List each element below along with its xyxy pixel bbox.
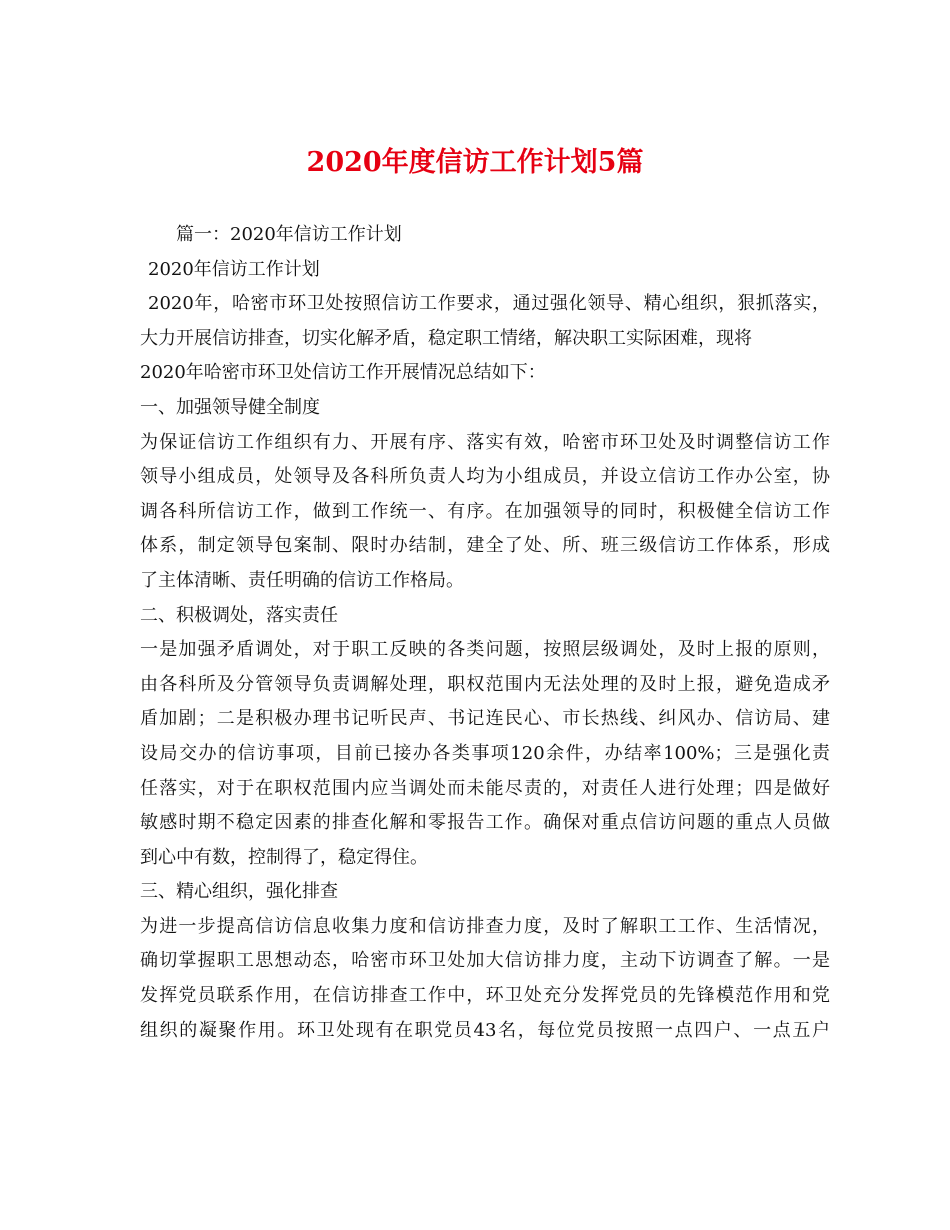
body-line: 领导小组成员，处领导及各科所负责人均为小组成员，并设立信访工作办公室，协 — [140, 466, 830, 488]
body-line: 2020年哈密市环卫处信访工作开展情况总结如下： — [140, 362, 546, 384]
body-line: 一、加强领导健全制度 — [140, 396, 320, 418]
body-line: 设局交办的信访事项，目前已接办各类事项120余件，办结率100%；三是强化责 — [140, 742, 830, 764]
body-line: 敏感时期不稳定因素的排查化解和零报告工作。确保对重点信访问题的重点人员做 — [140, 812, 830, 834]
body-line: 二、积极调处，落实责任 — [140, 604, 338, 626]
body-line: 2020年信访工作计划 — [148, 258, 320, 280]
body-line: 盾加剧；二是积极办理书记听民声、书记连民心、市长热线、纠风办、信访局、建 — [140, 708, 830, 730]
body-line: 组织的凝聚作用。环卫处现有在职党员43名，每位党员按照一点四户、一点五户 — [140, 1019, 830, 1041]
body-line: 任落实，对于在职权范围内应当调处而未能尽责的，对责任人进行处理；四是做好 — [140, 777, 830, 799]
body-line: 确切掌握职工思想动态，哈密市环卫处加大信访排力度，主动下访调查了解。一是 — [140, 950, 830, 972]
document-title: 2020年度信访工作计划5篇 — [306, 147, 644, 178]
body-line: 为保证信访工作组织有力、开展有序、落实有效，哈密市环卫处及时调整信访工作 — [140, 431, 830, 453]
body-line: 大力开展信访排查，切实化解矛盾，稳定职工情绪，解决职工实际困难，现将 — [140, 327, 752, 349]
body-line: 篇一：2020年信访工作计划 — [176, 224, 402, 245]
body-line: 为进一步提高信访信息收集力度和信访排查力度，及时了解职工工作、生活情况， — [140, 915, 830, 937]
body-line: 到心中有数，控制得了，稳定得住。 — [140, 846, 428, 868]
body-line: 2020年，哈密市环卫处按照信访工作要求，通过强化领导、精心组织，狠抓落实， — [148, 293, 830, 315]
body-line: 体系，制定领导包案制、限时办结制，建全了处、所、班三级信访工作体系，形成 — [140, 535, 830, 557]
body-line: 一是加强矛盾调处，对于职工反映的各类问题，按照层级调处，及时上报的原则， — [140, 639, 830, 661]
body-line: 三、精心组织，强化排查 — [140, 881, 338, 903]
body-line: 了主体清晰、责任明确的信访工作格局。 — [140, 569, 464, 591]
body-line: 调各科所信访工作，做到工作统一、有序。在加强领导的同时，积极健全信访工作 — [140, 500, 830, 522]
body-line: 发挥党员联系作用，在信访排查工作中，环卫处充分发挥党员的先锋模范作用和党 — [140, 985, 830, 1007]
document-body — [140, 218, 830, 1048]
body-line: 由各科所及分管领导负责调解处理，职权范围内无法处理的及时上报，避免造成矛 — [140, 673, 830, 695]
